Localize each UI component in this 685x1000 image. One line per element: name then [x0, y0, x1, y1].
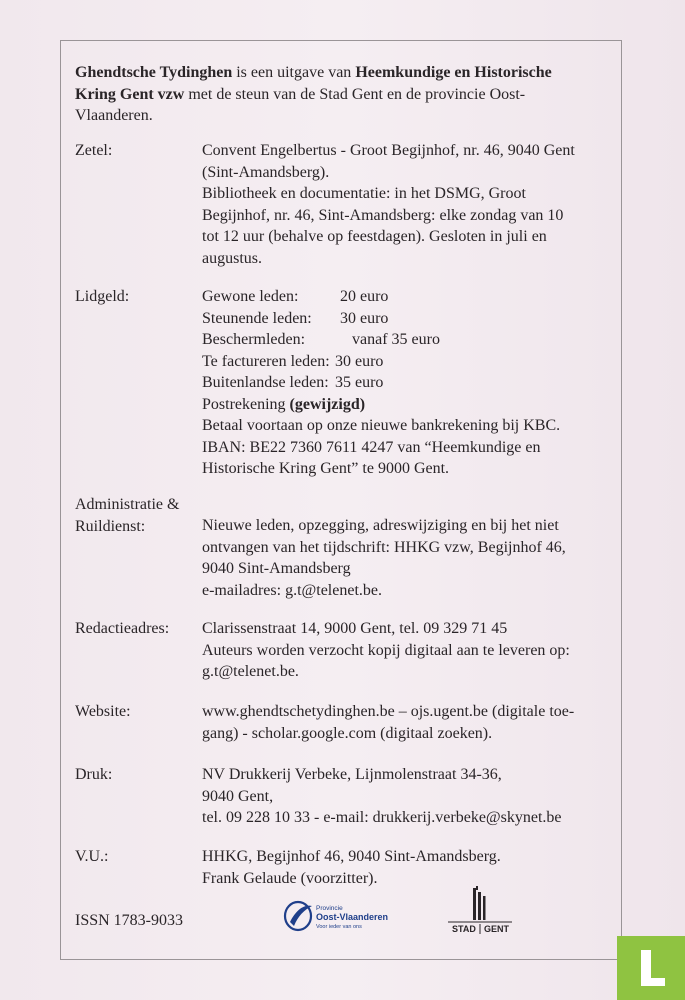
zetel-line: Convent Engelbertus - Groot Begijnhof, nr. 46, 9040 Gent — [202, 142, 575, 159]
vu-content — [202, 846, 597, 889]
publication-name: Ghendtsche Tydinghen — [75, 64, 233, 81]
provincie-logo-line1: Provincie — [316, 905, 343, 912]
website-line: gang) - scholar.google.com (digitaal zoeken). — [202, 724, 493, 742]
fee-name: Gewone leden: — [202, 288, 299, 305]
druk-label: Druk: — [75, 766, 113, 783]
publisher-name: Heemkundige en Historische Kring Gent vzw — [75, 64, 552, 103]
redactie-line: Clarissenstraat 14, 9000 Gent, tel. 09 329 71 45 — [202, 620, 508, 637]
administratie-label-line: Administratie & — [75, 496, 180, 513]
redactie-label: Redactieadres: — [75, 620, 170, 637]
druk-content — [202, 764, 597, 829]
lidgeld-line: Betaal voortaan op onze nieuwe bankrekening bij KBC. — [202, 417, 561, 434]
provincie-logo-line2: Oost-Vlaanderen — [316, 912, 389, 922]
administratie-line: 9040 Sint-Amandsberg — [202, 560, 351, 577]
postrekening-label: Postrekening — [202, 395, 290, 413]
fee-value: 20 euro — [340, 288, 389, 305]
vu-line: HHKG, Begijnhof 46, 9040 Sint-Amandsberg. — [202, 848, 501, 865]
lidgeld-content — [202, 286, 597, 480]
zetel-line: Bibliotheek en documentatie: in het DSMG, Groot — [202, 185, 526, 202]
druk-line: NV Drukkerij Verbeke, Lijnmolenstraat 34-36, — [202, 766, 502, 783]
fee-value: 35 euro — [335, 374, 384, 391]
druk-line: tel. 09 228 10 33 - e-mail: drukkerij.verbeke@skynet.be — [202, 809, 562, 826]
fee-row — [202, 329, 597, 351]
zetel-line: Begijnhof, nr. 46, Sint-Amandsberg: elke zondag van 10 — [202, 206, 564, 224]
redactie-line: Auteurs worden verzocht kopij digitaal aan te leveren op: — [202, 641, 570, 659]
vu-line: Frank Gelaude (voorzitter). — [202, 869, 378, 887]
intro-text-1: is een uitgave van — [232, 64, 356, 81]
lidgeld-line: IBAN: BE22 7360 7611 4247 van “Heemkundige en — [202, 438, 541, 456]
intro-paragraph — [75, 62, 575, 127]
fee-row — [202, 286, 597, 308]
fee-row — [202, 372, 597, 394]
issn-number: ISSN 1783-9033 — [75, 912, 184, 929]
website-line: www.ghendtschetydinghen.be – ojs.ugent.be (digitale toe- — [202, 703, 575, 720]
stad-gent-logo — [440, 884, 520, 940]
fee-row — [202, 351, 597, 373]
vu-label: V.U.: — [75, 848, 109, 865]
fee-name: Buitenlandse leden: — [202, 374, 329, 391]
redactie-line: g.t@telenet.be. — [202, 663, 299, 680]
provincie-logo-line3: Voor ieder van ons — [316, 924, 362, 930]
intro-text-2: met de steun van de Stad Gent en de provincie Oost-Vlaanderen. — [75, 85, 526, 124]
postrekening-line — [202, 394, 597, 416]
lidgeld-label: Lidgeld: — [75, 288, 130, 305]
stad-gent-towers-icon — [473, 886, 486, 920]
zetel-line: tot 12 uur (behalve op feestdagen). Gesloten in juli en — [202, 228, 547, 245]
administratie-line: Nieuwe leden, opzegging, adreswijziging en bij het niet — [202, 517, 559, 534]
corner-badge — [617, 936, 685, 1000]
website-label: Website: — [75, 703, 131, 720]
fee-value: vanaf 35 euro — [352, 331, 440, 348]
fee-value: 30 euro — [340, 309, 389, 327]
fee-value: 30 euro — [335, 352, 384, 370]
administratie-label-line: Ruildienst: — [75, 517, 146, 535]
administratie-line: ontvangen van het tijdschrift: HHKG vzw, Begijnhof 46, — [202, 538, 566, 556]
zetel-line: (Sint-Amandsberg). — [202, 163, 330, 181]
administratie-content — [202, 515, 597, 601]
provincie-oost-vlaanderen-logo — [282, 896, 392, 936]
website-content — [202, 701, 597, 744]
zetel-line: augustus. — [202, 249, 262, 267]
letter-l-icon — [617, 936, 685, 1000]
administratie-label — [75, 494, 200, 537]
zetel-content — [202, 140, 597, 269]
zetel-label: Zetel: — [75, 142, 113, 159]
fee-name: Te factureren leden: — [202, 352, 330, 370]
administratie-line: e-mailadres: g.t@telenet.be. — [202, 581, 382, 599]
fee-name: Steunende leden: — [202, 309, 312, 327]
fee-name: Beschermleden: — [202, 331, 306, 348]
lidgeld-line: Historische Kring Gent” te 9000 Gent. — [202, 460, 450, 477]
stad-gent-text2: GENT — [484, 924, 510, 934]
druk-line: 9040 Gent, — [202, 787, 274, 805]
postrekening-note: (gewijzigd) — [289, 395, 366, 413]
redactie-content — [202, 618, 597, 683]
fee-row — [202, 308, 597, 330]
stad-gent-text1: STAD — [452, 924, 476, 934]
